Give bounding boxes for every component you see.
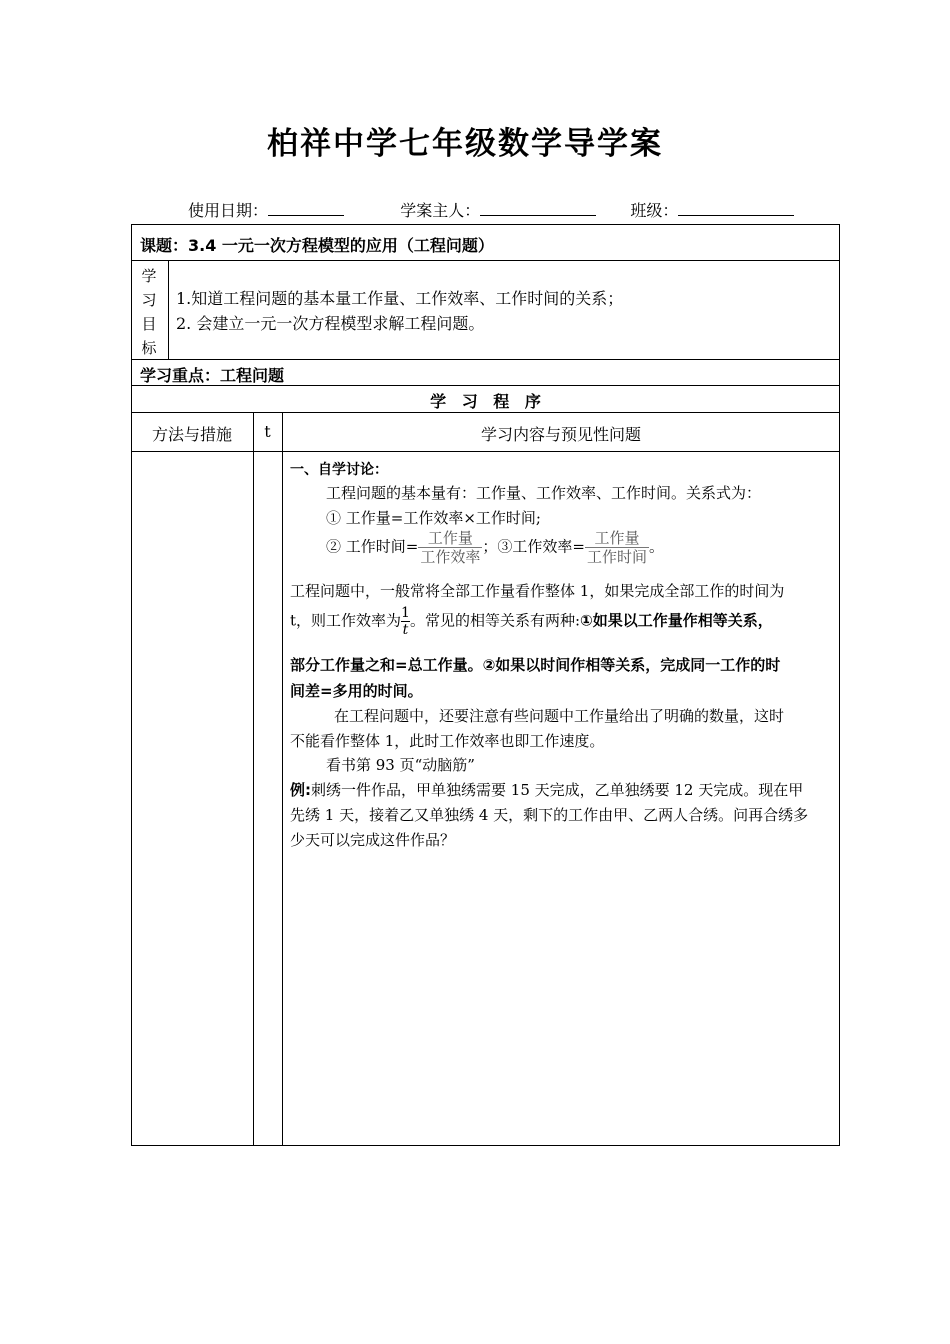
- paragraph-1-line: 部分工作量之和=总工作量。②如果以时间作相等关系，完成同一工作的时: [290, 656, 781, 674]
- fraction-denominator: 工作效率: [420, 548, 481, 566]
- objectives-label-char: 习: [141, 291, 157, 309]
- objective-item: 1.知道工程问题的基本量工作量、工作效率、工作时间的关系；: [176, 289, 624, 308]
- objectives-label-char: 目: [141, 315, 157, 333]
- fraction-denominator: 工作时间: [586, 548, 647, 566]
- book-reference: 看书第 93 页“动脑筋”: [326, 756, 475, 774]
- row-divider: [131, 412, 840, 413]
- example-text: 刺绣一件作品，甲单独绣需要 15 天完成，乙单独绣要 12 天完成。现在甲: [311, 781, 804, 799]
- topic-cell: 课题：3.4 一元一次方程模型的应用（工程问题）: [140, 236, 494, 255]
- fraction-numerator: 工作量: [418, 529, 482, 548]
- class-blank[interactable]: [678, 201, 794, 216]
- fraction-one-over-t: [401, 605, 410, 638]
- text-fragment: t，则工作效率为: [290, 611, 402, 630]
- class-label: 班级：: [630, 201, 679, 220]
- row-divider: [131, 359, 840, 360]
- objectives-label-char: 学: [141, 267, 157, 285]
- column-header-content: 学习内容与预见性问题: [480, 425, 641, 444]
- example-line: [290, 779, 803, 800]
- info-line: [188, 198, 794, 221]
- formula-3-prefix: ；③工作效率=: [482, 537, 585, 556]
- formula-3-suffix: 。: [648, 537, 664, 556]
- example-label: 例:: [290, 781, 311, 799]
- fraction-work-efficiency: [585, 529, 649, 566]
- fraction-numerator: 工作量: [585, 529, 649, 548]
- paragraph-2-line: 不能看作整体 1，此时工作效率也即工作速度。: [290, 732, 605, 750]
- date-blank[interactable]: [268, 201, 344, 216]
- paragraph-2-line: 在工程问题中，还要注意有些问题中工作量给出了明确的数量，这时: [334, 707, 785, 725]
- paragraph-1-line: 工程问题中，一般常将全部工作量看作整体 1，如果完成全部工作的时间为: [290, 582, 785, 600]
- document-title: 柏祥中学七年级数学导学案: [267, 126, 663, 162]
- col-divider: [282, 412, 283, 1145]
- example-line: 先绣 1 天，接着乙又单独绣 4 天，剩下的工作由甲、乙两人合绣。问再合绣多: [290, 806, 809, 824]
- objectives-label-char: 标: [141, 339, 157, 357]
- objectives-label: [138, 264, 160, 360]
- row-divider: [131, 260, 840, 261]
- basic-quantities-text: 工程问题的基本量有：工作量、工作效率、工作时间。关系式为：: [326, 484, 762, 502]
- date-label: 使用日期：: [188, 201, 269, 220]
- formula-2-prefix: ② 工作时间=: [326, 537, 419, 556]
- procedure-heading: 学 习 程 序: [430, 392, 541, 411]
- paragraph-1-line: [290, 605, 773, 638]
- fraction-work-time: [418, 529, 482, 566]
- focus-cell: 学习重点：工程问题: [140, 366, 285, 385]
- owner-label: 学案主人：: [400, 201, 481, 220]
- col-divider: [168, 260, 169, 359]
- example-line: 少天可以完成这件作品？: [290, 831, 456, 849]
- fraction-numerator: 1: [401, 605, 410, 621]
- formula-1: ① 工作量=工作效率×工作时间;: [326, 509, 541, 527]
- column-header-methods: 方法与措施: [151, 425, 232, 444]
- owner-blank[interactable]: [480, 201, 596, 216]
- column-header-t: t: [264, 422, 271, 441]
- fraction-denominator: t: [402, 622, 409, 638]
- bold-fragment: ①如果以工作量作相等关系，: [580, 611, 773, 630]
- text-fragment: 。常见的相等关系有两种:: [409, 611, 581, 630]
- row-divider: [131, 451, 840, 452]
- objective-item: 2. 会建立一元一次方程模型求解工程问题。: [176, 314, 485, 333]
- paragraph-1-line: 间差=多用的时间。: [290, 682, 423, 700]
- formula-2-3: [326, 529, 664, 566]
- section-heading: 一、自学讨论：: [290, 462, 388, 478]
- col-divider: [253, 412, 254, 1145]
